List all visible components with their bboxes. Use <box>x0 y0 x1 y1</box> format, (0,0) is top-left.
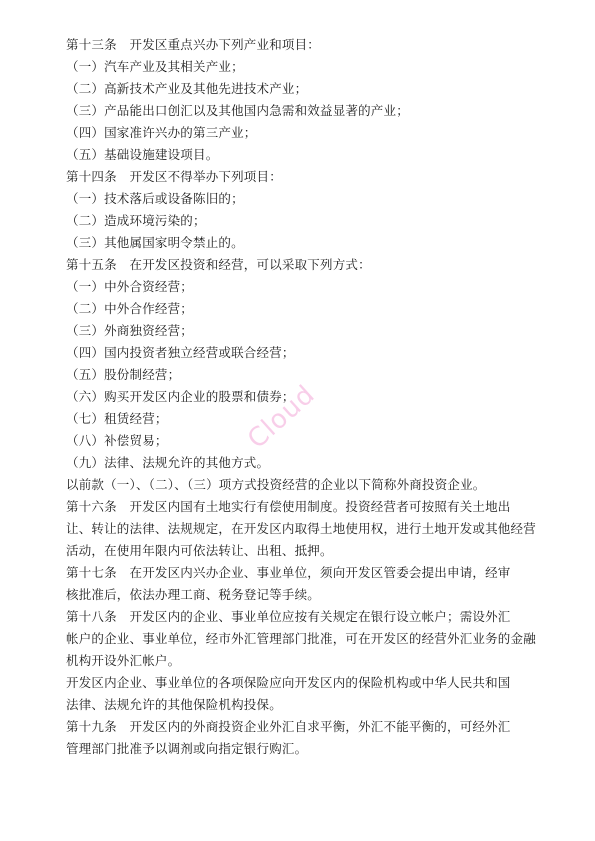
list-item: （四）国家准许兴办的第三产业； <box>66 125 257 140</box>
list-item: （一）技术落后或设备陈旧的； <box>66 191 244 206</box>
list-item: （三）外商独资经营； <box>66 323 194 338</box>
article-14-heading: 第十四条 开发区不得举办下列项目： <box>66 169 282 184</box>
list-item: （二）中外合作经营； <box>66 301 194 316</box>
article-17-line: 第十七条 在开发区内兴办企业、事业单位，须向开发区管委会提出申请，经审 <box>66 565 511 580</box>
article-18-line: 第十八条 开发区内的企业、事业单位应按有关规定在银行设立帐户；需设外汇 <box>66 609 511 624</box>
article-15-heading: 第十五条 在开发区投资和经营，可以采取下列方式： <box>66 257 371 272</box>
list-item: （六）购买开发区内企业的股票和债券； <box>66 389 295 404</box>
list-item: （一）汽车产业及其相关产业； <box>66 59 244 74</box>
article-19-line: 管理部门批准予以调剂或向指定银行购汇。 <box>66 741 308 756</box>
paragraph-line: 开发区内企业、事业单位的各项保险应向开发区内的保险机构或中华人民共和国 <box>66 675 511 690</box>
list-item: （七）租赁经营； <box>66 411 168 426</box>
list-item: （五）股份制经营； <box>66 367 181 382</box>
list-item: （二）造成环境污染的； <box>66 213 206 228</box>
paragraph-line: 法律、法规允许的其他保险机构投保。 <box>66 697 282 712</box>
article-18-line: 机构开设外汇帐户。 <box>66 653 181 668</box>
list-item: （一）中外合资经营； <box>66 279 194 294</box>
list-item: （五）基础设施建设项目。 <box>66 147 219 162</box>
list-item: （八）补偿贸易； <box>66 433 168 448</box>
article-19-line: 第十九条 开发区内的外商投资企业外汇自求平衡，外汇不能平衡的，可经外汇 <box>66 719 511 734</box>
article-16-line: 让、转让的法律、法规规定，在开发区内取得土地使用权，进行土地开发或其他经营 <box>66 521 536 536</box>
article-13-heading: 第十三条 开发区重点兴办下列产业和项目： <box>66 37 321 52</box>
list-item: （九）法律、法规允许的其他方式。 <box>66 455 270 470</box>
article-18-line: 帐户的企业、事业单位，经市外汇管理部门批准，可在开发区的经营外汇业务的金融 <box>66 631 536 646</box>
list-item: （二）高新技术产业及其他先进技术产业； <box>66 81 308 96</box>
article-17-line: 核批准后，依法办理工商、税务登记等手续。 <box>66 587 321 602</box>
article-16-line: 第十六条 开发区内国有土地实行有偿使用制度。投资经营者可按照有关土地出 <box>66 499 511 514</box>
list-item: （三）其他属国家明令禁止的。 <box>66 235 244 250</box>
list-item: （四）国内投资者独立经营或联合经营； <box>66 345 295 360</box>
article-16-line: 活动，在使用年限内可依法转让、出租、抵押。 <box>66 543 333 558</box>
watermark-text: Cloud <box>242 379 322 455</box>
paragraph-line: 以前款（一）、（二）、（三）项方式投资经营的企业以下简称外商投资企业。 <box>66 477 486 492</box>
list-item: （三）产品能出口创汇以及其他国内急需和效益显著的产业； <box>66 103 409 118</box>
